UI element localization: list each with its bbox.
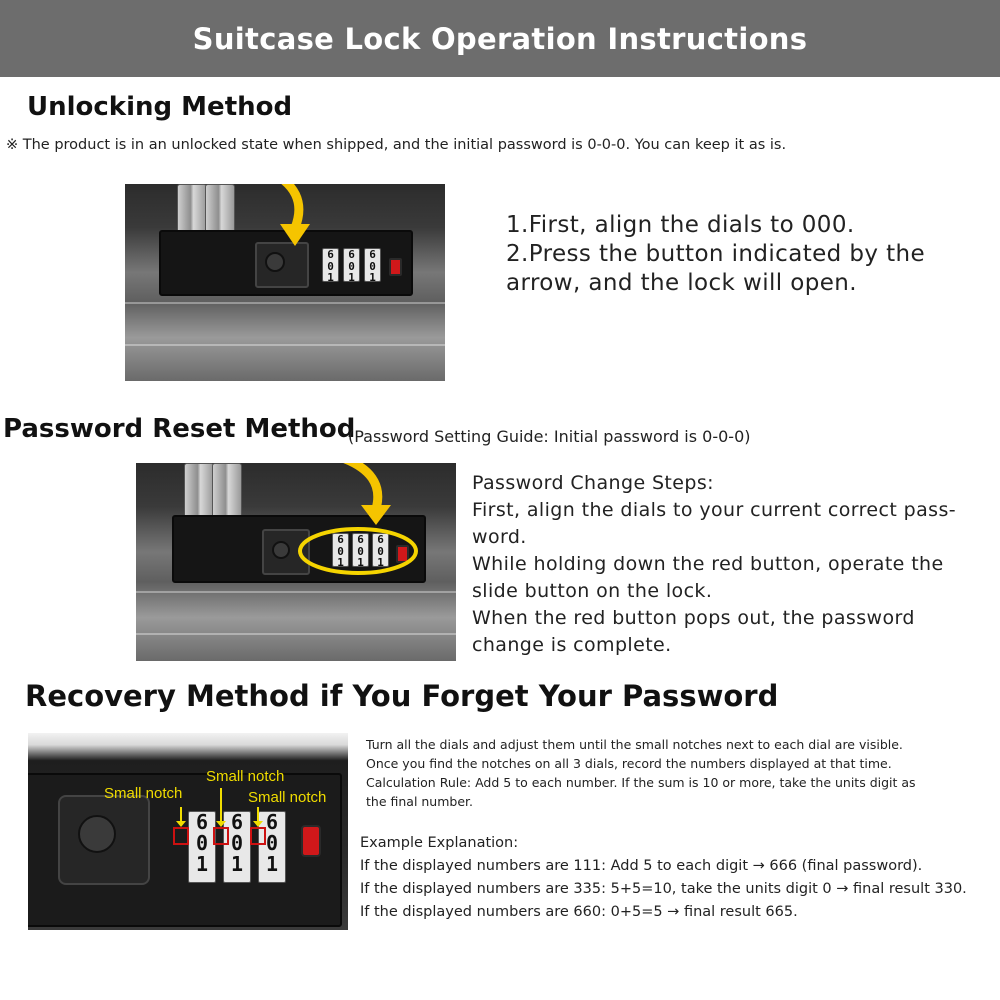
page-title: Suitcase Lock Operation Instructions xyxy=(192,21,808,56)
notch-label-1: Small notch xyxy=(104,785,183,802)
unlock-step-2: 2.Press the button indicated by the xyxy=(506,241,926,267)
reset-step-1a: First, align the dials to your current correct pass- xyxy=(472,499,957,521)
example-2: If the displayed numbers are 335: 5+5=10, take the units digit 0 → final result 330. xyxy=(360,881,967,897)
reset-step-3a: When the red button pops out, the password xyxy=(472,607,915,629)
recovery-line-4: the final number. xyxy=(366,794,474,809)
unlock-steps xyxy=(506,211,925,298)
example-3: If the displayed numbers are 660: 0+5=5 → final result 665. xyxy=(360,904,798,920)
reset-subnote: (Password Setting Guide: Initial password is 0-0-0) xyxy=(348,427,751,446)
reset-step-1b: word. xyxy=(472,526,527,548)
example-1: If the displayed numbers are 111: Add 5 to each digit → 666 (final password). xyxy=(360,858,923,874)
dial-2: 6 0 1 xyxy=(352,533,369,567)
recovery-line-2: Once you find the notches on all 3 dials, record the numbers displayed at that time. xyxy=(366,756,892,771)
dial-3: 6 0 1 xyxy=(258,811,286,883)
unlock-lock-photo xyxy=(125,184,445,381)
page-title-banner xyxy=(0,0,1000,77)
dial-1: 6 0 1 xyxy=(322,248,339,282)
example-title: Example Explanation: xyxy=(360,835,519,851)
reset-step-2a: While holding down the red button, operate the xyxy=(472,553,944,575)
reset-heading: Password Reset Method xyxy=(3,414,356,444)
reset-step-2b: slide button on the lock. xyxy=(472,580,713,602)
unlock-heading: Unlocking Method xyxy=(27,92,293,122)
recovery-instructions xyxy=(366,735,916,811)
unlock-note: ※ The product is in an unlocked state when shipped, and the initial password is 0-0-0. You can keep it as is. xyxy=(6,137,787,153)
recovery-heading: Recovery Method if You Forget Your Password xyxy=(25,679,779,713)
unlock-step-3: arrow, and the lock will open. xyxy=(506,270,857,296)
dial-2: 6 0 1 xyxy=(223,811,251,883)
notch-label-2: Small notch xyxy=(206,768,285,785)
dial-1: 6 0 1 xyxy=(332,533,349,567)
notch-label-3: Small notch xyxy=(248,789,327,806)
reset-step-3b: change is complete. xyxy=(472,634,672,656)
dial-1: 6 0 1 xyxy=(188,811,216,883)
reset-step-title: Password Change Steps: xyxy=(472,472,714,494)
dial-2: 6 0 1 xyxy=(343,248,360,282)
recovery-lock-photo xyxy=(28,733,348,930)
dial-3: 6 0 1 xyxy=(372,533,389,567)
unlock-step-1: 1.First, align the dials to 000. xyxy=(506,212,855,238)
recovery-line-3: Calculation Rule: Add 5 to each number. If the sum is 10 or more, take the units digit as xyxy=(366,775,916,790)
recovery-examples xyxy=(360,832,967,924)
reset-lock-photo xyxy=(136,463,456,661)
dial-3: 6 0 1 xyxy=(364,248,381,282)
recovery-line-1: Turn all the dials and adjust them until the small notches next to each dial are visible. xyxy=(366,737,903,752)
reset-steps xyxy=(472,470,956,659)
